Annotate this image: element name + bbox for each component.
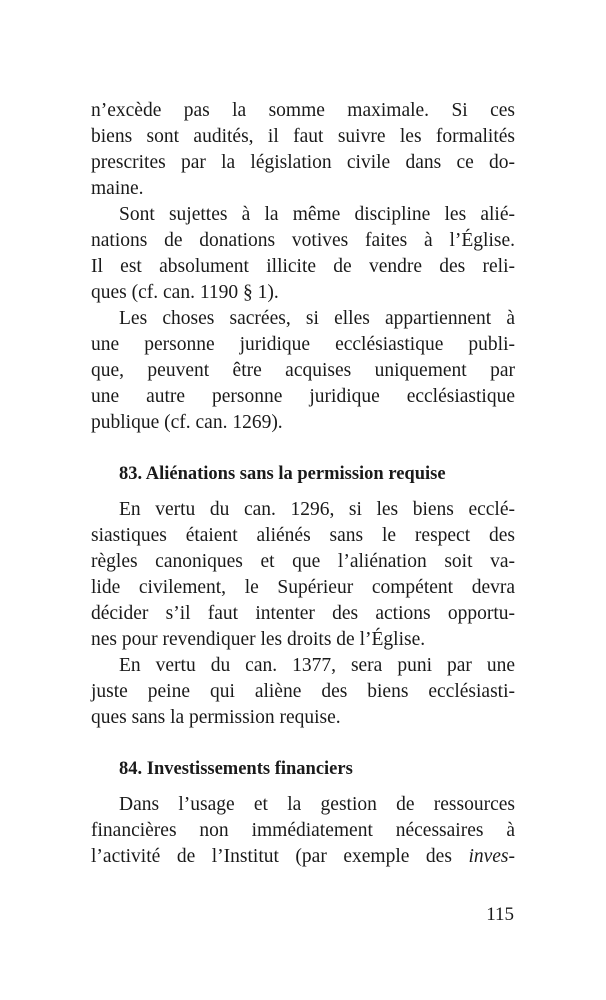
text-line: décider s’il faut intenter des actions opportu-: [91, 603, 515, 624]
text-line: une autre personne juridique ecclésiastique: [91, 386, 515, 407]
section-heading-84: 84. Investissements financiers: [119, 759, 353, 779]
text-line: Dans l’usage et la gestion de ressources: [119, 794, 515, 815]
text-line: publique (cf. can. 1269).: [91, 412, 283, 433]
spacer: [91, 487, 515, 497]
page-body: [91, 98, 515, 870]
text-line: juste peine qui aliène des biens ecclésiasti-: [91, 681, 515, 702]
text-line: ques sans la permission requise.: [91, 707, 341, 728]
text-line: ques (cf. can. 1190 § 1).: [91, 282, 279, 303]
text-line: financières non immédiatement nécessaires à: [91, 820, 515, 841]
text-line: prescrites par la législation civile dans ce do-: [91, 152, 515, 173]
paragraph: [91, 306, 515, 436]
text-line: nations de donations votives faites à l’Église.: [91, 230, 515, 251]
text-line: une personne juridique ecclésiastique publi-: [91, 334, 515, 355]
text-line: lide civilement, le Supérieur compétent devra: [91, 577, 515, 598]
spacer: [91, 782, 515, 792]
page-number: 115: [486, 904, 514, 925]
paragraph: [91, 497, 515, 653]
text-line: En vertu du can. 1296, si les biens ecclé-: [119, 499, 515, 520]
text-line: que, peuvent être acquises uniquement par: [91, 360, 515, 381]
text-line: n’excède pas la somme maximale. Si ces: [91, 100, 515, 121]
text-line: En vertu du can. 1377, sera puni par une: [119, 655, 515, 676]
text-line: Sont sujettes à la même discipline les alié-: [119, 204, 515, 225]
text-line: Les choses sacrées, si elles appartiennent à: [119, 308, 515, 329]
paragraph: [91, 653, 515, 731]
paragraph: [91, 792, 515, 870]
paragraph: [91, 98, 515, 202]
text-line: siastiques étaient aliénés sans le respect des: [91, 525, 515, 546]
text-line: règles canoniques et que l’aliénation soit va-: [91, 551, 515, 572]
section-heading-83: 83. Aliénations sans la permission requise: [119, 464, 446, 484]
text-line: Il est absolument illicite de vendre des reli-: [91, 256, 515, 277]
italic-text-run: inves-: [468, 846, 515, 867]
text-line: [91, 844, 515, 870]
paragraph: [91, 202, 515, 306]
spacer: [91, 436, 515, 461]
text-run: l’activité de l’Institut (par exemple des: [91, 846, 469, 867]
text-line: nes pour revendiquer les droits de l’Église.: [91, 629, 426, 650]
spacer: [91, 731, 515, 756]
text-line: maine.: [91, 178, 144, 199]
text-line: biens sont audités, il faut suivre les formalités: [91, 126, 515, 147]
